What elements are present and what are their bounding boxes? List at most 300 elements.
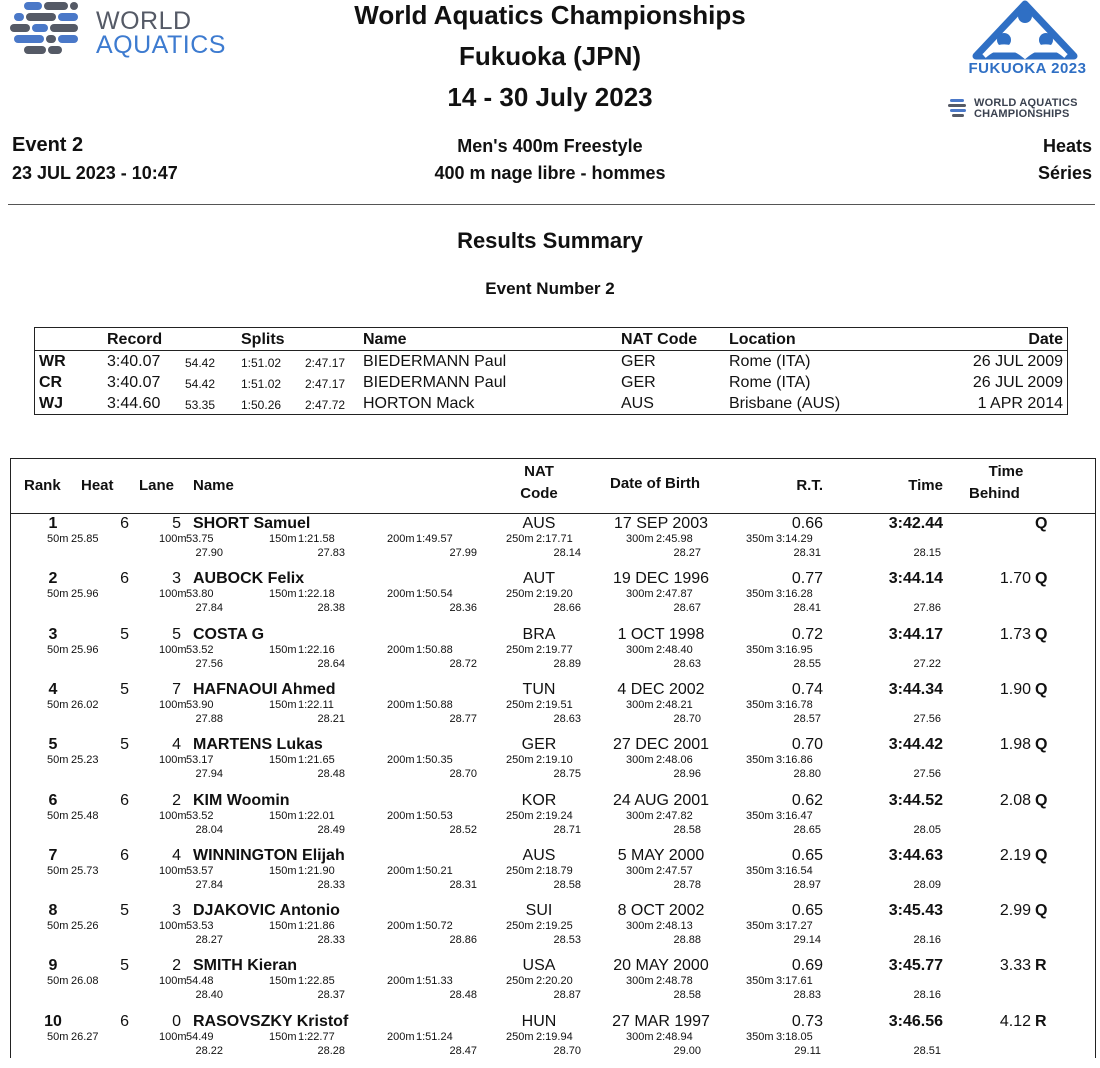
athlete-heat: 5 <box>120 957 129 975</box>
athlete-behind: 1.73 <box>999 625 1031 643</box>
results-col-rt: R.T. <box>796 477 823 494</box>
record-type: CR <box>39 374 63 391</box>
athlete-l300: 28.67 <box>673 602 701 615</box>
athlete-d200: 200m <box>387 975 415 988</box>
results-col-lane: Lane <box>139 477 175 494</box>
records-col-record: Record <box>107 331 163 348</box>
athlete-row <box>11 626 1095 681</box>
results-col-heat: Heat <box>81 477 114 494</box>
results-col-behind-1: Time <box>988 463 1024 480</box>
athlete-l350: 28.57 <box>793 712 821 725</box>
athlete-d350: 350m <box>746 920 774 933</box>
athlete-d150: 150m <box>269 920 297 933</box>
athlete-sp100: 53.52 <box>186 643 214 656</box>
athlete-l200: 28.31 <box>449 878 477 891</box>
athlete-rt: 0.72 <box>791 625 823 643</box>
athlete-time: 3:45.43 <box>888 902 943 920</box>
athlete-rank: 5 <box>48 736 58 754</box>
athlete-q: Q <box>1035 680 1048 698</box>
record-date: 26 JUL 2009 <box>972 353 1063 370</box>
athlete-behind: 2.08 <box>999 791 1031 809</box>
athlete-sp200: 1:51.33 <box>416 975 453 988</box>
athlete-sp100: 53.57 <box>186 864 214 877</box>
athlete-l300: 28.78 <box>673 878 701 891</box>
athlete-l200: 28.72 <box>449 657 477 670</box>
athlete-sp50: 25.73 <box>71 864 99 877</box>
athlete-l350: 29.14 <box>793 934 821 947</box>
athlete-lane: 0 <box>172 1012 181 1030</box>
athlete-d200: 200m <box>387 920 415 933</box>
athlete-d50: 50m <box>47 698 69 711</box>
records-col-splits: Splits <box>241 331 285 348</box>
athlete-sp100: 54.49 <box>186 1030 214 1043</box>
athlete-sp250: 2:19.77 <box>536 643 573 656</box>
athlete-sp350: 3:14.29 <box>776 533 813 545</box>
athlete-name: AUBOCK Felix <box>193 570 305 588</box>
athlete-sp250: 2:20.20 <box>536 975 573 988</box>
athlete-rank: 9 <box>48 957 58 975</box>
brand-line2: AQUATICS <box>96 31 226 59</box>
athlete-sp50: 26.08 <box>71 975 99 988</box>
athlete-heat: 5 <box>120 680 129 698</box>
athlete-d50: 50m <box>47 643 69 656</box>
athlete-sp300: 2:47.87 <box>656 588 693 601</box>
athlete-sp350: 3:16.78 <box>776 698 813 711</box>
athlete-rt: 0.62 <box>791 791 823 809</box>
athlete-sp50: 25.96 <box>71 643 99 656</box>
athlete-sp300: 2:45.98 <box>656 533 693 545</box>
athlete-sp200: 1:50.88 <box>416 643 453 656</box>
athlete-sp100: 53.75 <box>186 533 214 545</box>
record-type: WJ <box>39 395 63 412</box>
athlete-l250: 28.14 <box>553 547 581 559</box>
athlete-sp350: 3:18.05 <box>776 1030 813 1043</box>
championship-title: World Aquatics Championships <box>354 0 746 30</box>
header-divider <box>8 204 1095 205</box>
record-s2: 1:51.02 <box>241 356 282 370</box>
athlete-name: RASOVSZKY Kristof <box>193 1012 349 1030</box>
athlete-d100: 100m <box>159 698 187 711</box>
athlete-dob: 8 OCT 2002 <box>617 902 705 920</box>
athlete-row <box>11 736 1095 791</box>
athlete-l300: 28.70 <box>673 712 701 725</box>
records-col-name: Name <box>363 331 407 348</box>
record-row-cr <box>35 372 1067 394</box>
athlete-d150: 150m <box>269 975 297 988</box>
athlete-d300: 300m <box>626 754 654 767</box>
summary-subtitle: Event Number 2 <box>485 279 615 298</box>
athlete-sp50: 26.02 <box>71 698 99 711</box>
athlete-sp50: 25.26 <box>71 920 99 933</box>
athlete-d300: 300m <box>626 533 654 545</box>
athlete-l350: 28.41 <box>793 602 821 615</box>
athlete-heat: 6 <box>120 846 129 864</box>
athlete-d200: 200m <box>387 754 415 767</box>
athlete-l200: 28.77 <box>449 712 477 725</box>
athlete-sp50: 25.23 <box>71 754 99 767</box>
athlete-d250: 250m <box>506 754 534 767</box>
athlete-lane: 7 <box>172 680 181 698</box>
athlete-sp200: 1:49.57 <box>416 533 453 545</box>
record-time: 3:40.07 <box>107 353 161 370</box>
athlete-sp300: 2:47.82 <box>656 809 693 822</box>
athlete-d200: 200m <box>387 809 415 822</box>
athlete-sp250: 2:18.79 <box>536 864 573 877</box>
wac-small-icon <box>948 97 970 119</box>
athlete-nat: BRA <box>522 625 556 643</box>
athlete-rank: 4 <box>48 680 58 698</box>
athlete-nat: HUN <box>521 1012 557 1030</box>
athlete-d150: 150m <box>269 533 297 545</box>
athlete-l150: 28.33 <box>317 878 345 891</box>
athlete-heat: 6 <box>120 570 129 588</box>
athlete-l400: 27.56 <box>913 712 941 725</box>
wac-line2: CHAMPIONSHIPS <box>974 108 1070 120</box>
athlete-time: 3:46.56 <box>888 1012 943 1030</box>
athlete-dob: 20 MAY 2000 <box>613 957 709 975</box>
athlete-d200: 200m <box>387 533 415 545</box>
athlete-d150: 150m <box>269 698 297 711</box>
athlete-d100: 100m <box>159 533 187 545</box>
event-name-en: Men's 400m Freestyle <box>457 136 643 156</box>
athlete-sp300: 2:48.13 <box>656 920 693 933</box>
athlete-rt: 0.66 <box>791 515 823 532</box>
athlete-q: Q <box>1035 625 1048 643</box>
fukuoka-2023-logo <box>960 0 1095 122</box>
athlete-d250: 250m <box>506 920 534 933</box>
athlete-row <box>11 515 1095 570</box>
athlete-nat: AUS <box>522 846 556 864</box>
athlete-sp250: 2:19.94 <box>536 1030 573 1043</box>
athlete-heat: 6 <box>120 791 129 809</box>
athlete-d300: 300m <box>626 975 654 988</box>
athlete-heat: 6 <box>120 515 129 532</box>
event-number: Event 2 <box>12 134 84 156</box>
athlete-l100: 27.94 <box>195 768 223 781</box>
athlete-time: 3:44.17 <box>888 625 943 643</box>
athlete-sp200: 1:51.24 <box>416 1030 453 1043</box>
records-col-date: Date <box>1028 331 1063 348</box>
athlete-sp200: 1:50.35 <box>416 754 453 767</box>
athlete-sp250: 2:19.20 <box>536 588 573 601</box>
athlete-d350: 350m <box>746 754 774 767</box>
athlete-l200: 28.70 <box>449 768 477 781</box>
athlete-l300: 28.58 <box>673 823 701 836</box>
record-nat: GER <box>621 374 656 391</box>
event-name-fr: 400 m nage libre - hommes <box>434 163 666 183</box>
athlete-d300: 300m <box>626 1030 654 1043</box>
athlete-l150: 28.38 <box>317 602 345 615</box>
brand-line1: WORLD <box>96 7 192 35</box>
athlete-nat: SUI <box>525 902 553 920</box>
records-col-nat: NAT Code <box>621 331 698 348</box>
athlete-d250: 250m <box>506 864 534 877</box>
record-date: 1 APR 2014 <box>977 395 1063 412</box>
athlete-time: 3:45.77 <box>888 957 943 975</box>
event-phase-fr: Séries <box>1037 163 1092 183</box>
athlete-sp100: 53.52 <box>186 809 214 822</box>
athlete-sp150: 1:21.58 <box>298 533 335 545</box>
athlete-sp50: 26.27 <box>71 1030 99 1043</box>
athlete-sp350: 3:16.28 <box>776 588 813 601</box>
athlete-d150: 150m <box>269 864 297 877</box>
athlete-d200: 200m <box>387 864 415 877</box>
athlete-l300: 28.27 <box>673 547 701 559</box>
athlete-time: 3:42.44 <box>888 515 943 532</box>
athlete-name: HAFNAOUI Ahmed <box>193 680 336 698</box>
record-s3: 2:47.17 <box>305 377 346 391</box>
athlete-heat: 5 <box>120 736 129 754</box>
athlete-dob: 19 DEC 1996 <box>612 570 710 588</box>
athlete-sp250: 2:19.24 <box>536 809 573 822</box>
athlete-dob: 1 OCT 1998 <box>617 625 705 643</box>
athlete-sp50: 25.96 <box>71 588 99 601</box>
athlete-sp300: 2:48.21 <box>656 698 693 711</box>
athlete-d150: 150m <box>269 809 297 822</box>
athlete-d100: 100m <box>159 864 187 877</box>
athlete-rt: 0.74 <box>791 680 823 698</box>
athlete-d350: 350m <box>746 1030 774 1043</box>
athlete-name: MARTENS Lukas <box>193 736 323 754</box>
athlete-row <box>11 570 1095 625</box>
athlete-l400: 28.09 <box>913 878 941 891</box>
record-s3: 2:47.17 <box>305 356 346 370</box>
athlete-l100: 27.84 <box>195 602 223 615</box>
athlete-d350: 350m <box>746 698 774 711</box>
athlete-rt: 0.69 <box>791 957 823 975</box>
athlete-sp350: 3:17.61 <box>776 975 813 988</box>
athlete-lane: 4 <box>172 736 181 754</box>
athlete-dob: 4 DEC 2002 <box>617 680 705 698</box>
athlete-l350: 28.65 <box>793 823 821 836</box>
athlete-q: R <box>1035 957 1047 975</box>
athlete-l400: 27.22 <box>913 657 941 670</box>
athlete-nat: AUT <box>523 570 555 588</box>
record-location: Rome (ITA) <box>729 374 811 391</box>
athlete-l300: 29.00 <box>673 1044 701 1057</box>
athlete-d50: 50m <box>47 533 69 545</box>
athlete-sp150: 1:21.86 <box>298 920 335 933</box>
record-time: 3:40.07 <box>107 374 161 391</box>
athlete-time: 3:44.34 <box>888 680 943 698</box>
athlete-d250: 250m <box>506 975 534 988</box>
athlete-l250: 28.71 <box>553 823 581 836</box>
athlete-behind: 4.12 <box>999 1012 1031 1030</box>
athlete-lane: 5 <box>172 515 181 532</box>
athlete-l300: 28.96 <box>673 768 701 781</box>
record-date: 26 JUL 2009 <box>972 374 1063 391</box>
athlete-d150: 150m <box>269 588 297 601</box>
athlete-d250: 250m <box>506 809 534 822</box>
athlete-l300: 28.63 <box>673 657 701 670</box>
results-col-time: Time <box>908 477 943 494</box>
athlete-l200: 28.36 <box>449 602 477 615</box>
athlete-l400: 28.51 <box>913 1044 941 1057</box>
athlete-q: Q <box>1035 570 1048 588</box>
athlete-q: Q <box>1035 846 1048 864</box>
record-nat: AUS <box>621 395 654 412</box>
records-header <box>35 329 1067 351</box>
athlete-l250: 28.75 <box>553 768 581 781</box>
athlete-row <box>11 847 1095 902</box>
athlete-d200: 200m <box>387 1030 415 1043</box>
athlete-d250: 250m <box>506 533 534 545</box>
athlete-d300: 300m <box>626 864 654 877</box>
summary-title: Results Summary <box>457 228 643 253</box>
athlete-d50: 50m <box>47 864 69 877</box>
athlete-d300: 300m <box>626 698 654 711</box>
athlete-sp300: 2:48.40 <box>656 643 693 656</box>
athlete-d350: 350m <box>746 975 774 988</box>
athlete-l350: 28.83 <box>793 989 821 1002</box>
athlete-l400: 28.16 <box>913 989 941 1002</box>
athlete-d150: 150m <box>269 754 297 767</box>
championship-location: Fukuoka (JPN) <box>458 41 642 71</box>
athlete-d100: 100m <box>159 588 187 601</box>
athlete-lane: 2 <box>172 791 181 809</box>
athlete-d100: 100m <box>159 754 187 767</box>
athlete-d100: 100m <box>159 920 187 933</box>
athlete-l150: 28.33 <box>317 934 345 947</box>
athlete-d300: 300m <box>626 588 654 601</box>
athlete-rank: 8 <box>48 902 58 920</box>
athlete-sp200: 1:50.54 <box>416 588 453 601</box>
athlete-d100: 100m <box>159 643 187 656</box>
athlete-sp200: 1:50.72 <box>416 920 453 933</box>
athlete-l250: 28.87 <box>553 989 581 1002</box>
athlete-l150: 28.21 <box>317 712 345 725</box>
athlete-name: COSTA G <box>193 625 265 643</box>
athlete-sp50: 25.48 <box>71 809 99 822</box>
athlete-l250: 28.66 <box>553 602 581 615</box>
athlete-l250: 28.63 <box>553 712 581 725</box>
athlete-l100: 28.04 <box>195 823 223 836</box>
athlete-rank: 10 <box>44 1012 62 1030</box>
fukuoka-label: FUKUOKA 2023 <box>968 60 1087 77</box>
athlete-l350: 28.97 <box>793 878 821 891</box>
athlete-sp150: 1:22.01 <box>298 809 335 822</box>
athlete-time: 3:44.52 <box>888 791 943 809</box>
athlete-d300: 300m <box>626 809 654 822</box>
athlete-nat: KOR <box>521 791 557 809</box>
athlete-sp300: 2:48.78 <box>656 975 693 988</box>
athlete-rt: 0.70 <box>791 736 823 754</box>
athlete-l100: 27.56 <box>195 657 223 670</box>
athlete-d250: 250m <box>506 643 534 656</box>
athlete-dob: 27 MAR 1997 <box>612 1012 710 1030</box>
athlete-behind: 2.19 <box>999 846 1031 864</box>
athlete-l100: 27.88 <box>195 712 223 725</box>
athlete-rt: 0.73 <box>791 1012 823 1030</box>
athlete-sp300: 2:47.57 <box>656 864 693 877</box>
athlete-l400: 28.05 <box>913 823 941 836</box>
athlete-d200: 200m <box>387 643 415 656</box>
athlete-nat: USA <box>522 957 556 975</box>
athlete-dob: 5 MAY 2000 <box>617 846 705 864</box>
athlete-sp350: 3:17.27 <box>776 920 813 933</box>
athlete-rt: 0.65 <box>791 902 823 920</box>
athlete-sp150: 1:22.77 <box>298 1030 335 1043</box>
fukuoka-emblem-icon <box>970 0 1080 60</box>
athlete-name: KIM Woomin <box>193 791 290 809</box>
athlete-behind: 2.99 <box>999 902 1031 920</box>
athlete-row <box>11 957 1095 1012</box>
record-row-wr <box>35 351 1067 373</box>
athlete-sp250: 2:17.71 <box>536 533 573 545</box>
athlete-rank: 3 <box>48 625 58 643</box>
athlete-sp150: 1:21.90 <box>298 864 335 877</box>
records-col-location: Location <box>729 331 796 348</box>
athlete-sp150: 1:22.85 <box>298 975 335 988</box>
athlete-d200: 200m <box>387 698 415 711</box>
athlete-sp250: 2:19.10 <box>536 754 573 767</box>
athlete-d50: 50m <box>47 1030 69 1043</box>
athlete-q: Q <box>1035 515 1048 532</box>
athlete-sp250: 2:19.51 <box>536 698 573 711</box>
athlete-d100: 100m <box>159 975 187 988</box>
athlete-rank: 7 <box>48 846 58 864</box>
athlete-l400: 28.15 <box>913 547 941 559</box>
athlete-behind: 3.33 <box>999 957 1031 975</box>
athlete-sp350: 3:16.47 <box>776 809 813 822</box>
record-name: HORTON Mack <box>363 395 475 412</box>
results-col-rank: Rank <box>24 477 61 494</box>
athlete-behind: 1.90 <box>999 680 1031 698</box>
athlete-d50: 50m <box>47 975 69 988</box>
athlete-behind: 1.98 <box>999 736 1031 754</box>
record-s2: 1:51.02 <box>241 377 282 391</box>
athlete-l250: 28.58 <box>553 878 581 891</box>
athlete-d250: 250m <box>506 698 534 711</box>
record-s1: 53.35 <box>185 398 216 412</box>
athlete-l400: 27.86 <box>913 602 941 615</box>
athlete-l350: 28.31 <box>793 547 821 559</box>
record-location: Rome (ITA) <box>729 353 811 370</box>
athlete-time: 3:44.63 <box>888 846 943 864</box>
athlete-q: Q <box>1035 736 1048 754</box>
record-type: WR <box>39 353 66 370</box>
athlete-sp150: 1:21.65 <box>298 754 335 767</box>
athlete-d350: 350m <box>746 533 774 545</box>
event-datetime: 23 JUL 2023 - 10:47 <box>12 163 178 183</box>
record-s3: 2:47.72 <box>305 398 346 412</box>
athlete-dob: 17 SEP 2003 <box>613 515 708 532</box>
athlete-l250: 28.89 <box>553 657 581 670</box>
athlete-sp50: 25.85 <box>71 533 99 545</box>
athlete-heat: 6 <box>120 1012 129 1030</box>
athlete-d300: 300m <box>626 920 654 933</box>
athlete-dob: 24 AUG 2001 <box>612 791 710 809</box>
athlete-l100: 28.40 <box>195 989 223 1002</box>
records-table <box>34 327 1068 415</box>
athlete-sp300: 2:48.94 <box>656 1030 693 1043</box>
championship-dates: 14 - 30 July 2023 <box>447 82 653 112</box>
athlete-q: Q <box>1035 902 1048 920</box>
athlete-d150: 150m <box>269 643 297 656</box>
athlete-l150: 28.49 <box>317 823 345 836</box>
athlete-d50: 50m <box>47 588 69 601</box>
results-col-name: Name <box>193 477 234 494</box>
record-time: 3:44.60 <box>107 395 161 412</box>
athlete-l150: 28.28 <box>317 1044 345 1057</box>
athlete-d350: 350m <box>746 809 774 822</box>
athlete-d100: 100m <box>159 1030 187 1043</box>
athlete-d50: 50m <box>47 920 69 933</box>
athlete-d50: 50m <box>47 809 69 822</box>
results-col-dob: Date of Birth <box>610 475 700 492</box>
athlete-l300: 28.58 <box>673 989 701 1002</box>
event-phase-en: Heats <box>1042 136 1092 156</box>
